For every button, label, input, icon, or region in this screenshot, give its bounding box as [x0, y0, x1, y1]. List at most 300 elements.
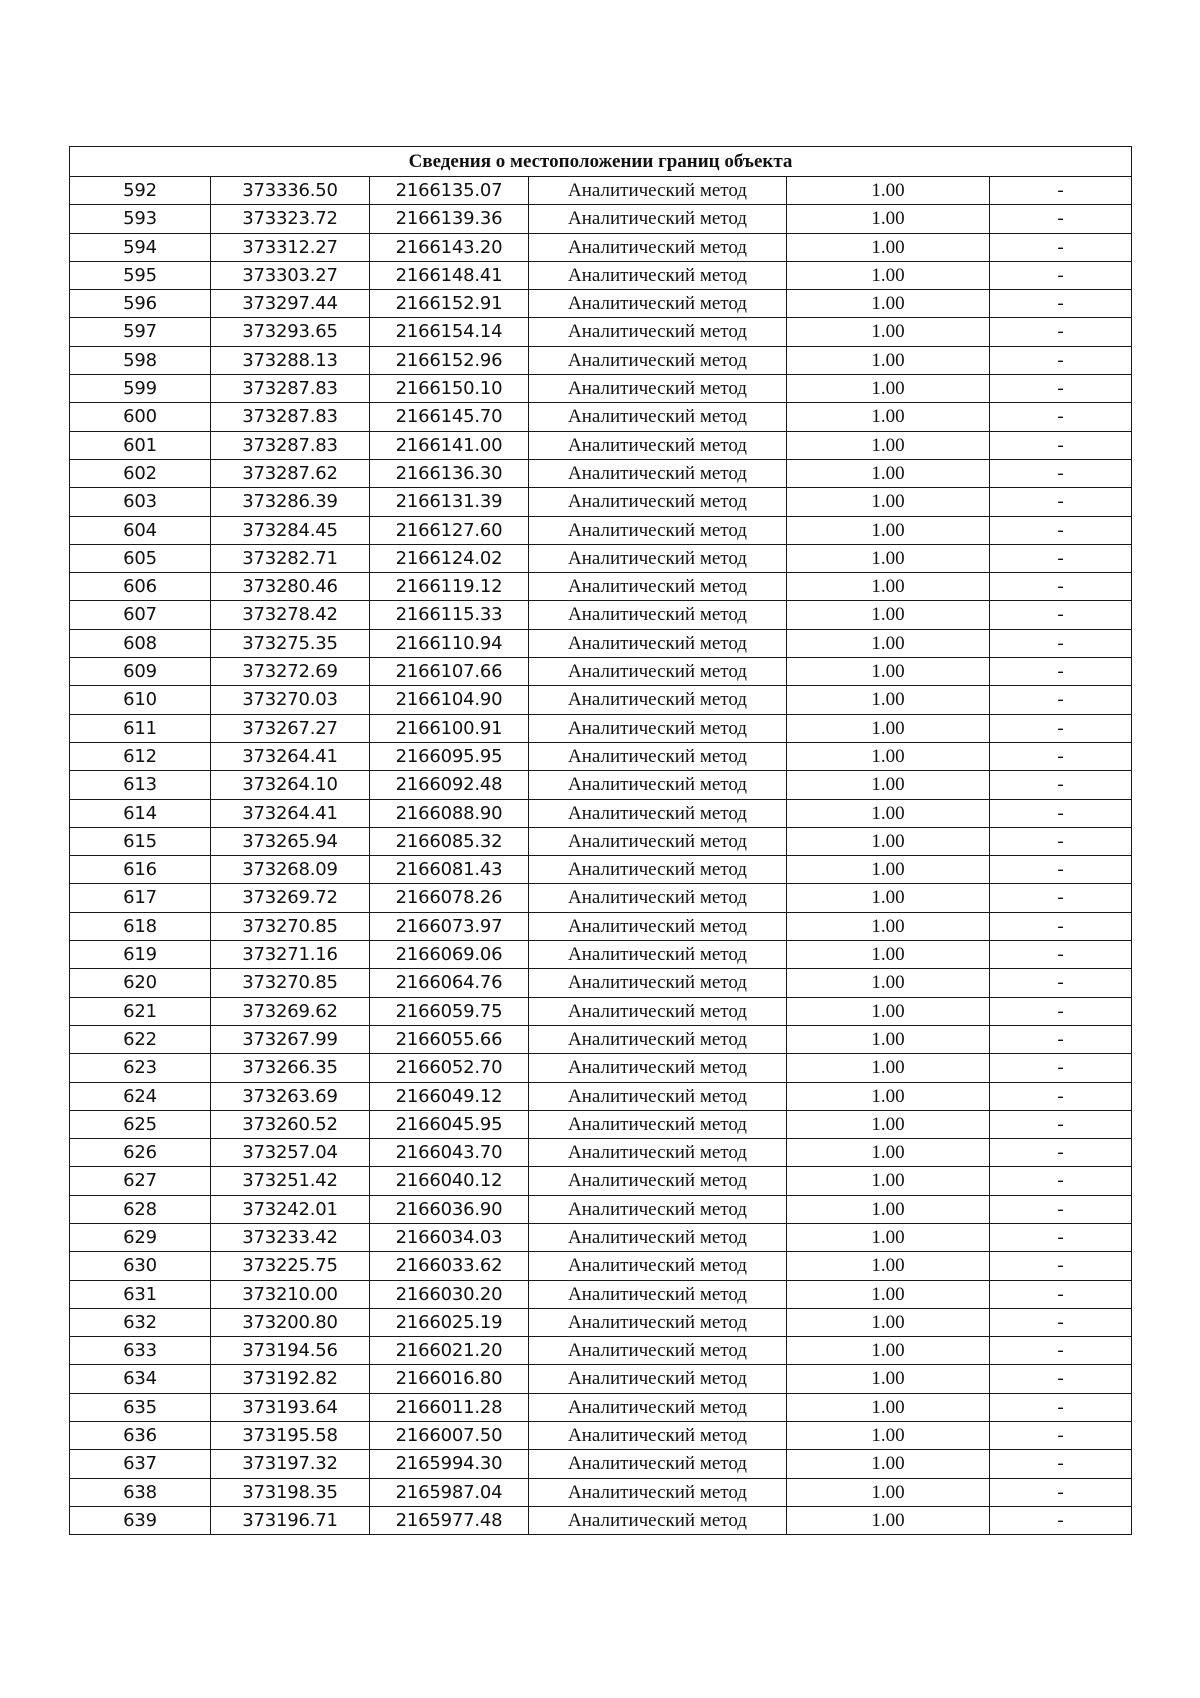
method-cell: Аналитический метод — [529, 1478, 787, 1506]
x-coordinate-cell: 373251.42 — [211, 1167, 370, 1195]
y-coordinate-cell: 2166073.97 — [370, 912, 529, 940]
point-number-cell: 598 — [70, 346, 211, 374]
y-coordinate-cell: 2166021.20 — [370, 1337, 529, 1365]
method-cell: Аналитический метод — [529, 1139, 787, 1167]
accuracy-cell: 1.00 — [787, 544, 990, 572]
y-coordinate-cell: 2166081.43 — [370, 856, 529, 884]
table-row — [70, 997, 1132, 1025]
method-cell: Аналитический метод — [529, 686, 787, 714]
point-number-cell: 600 — [70, 403, 211, 431]
x-coordinate-cell: 373287.83 — [211, 431, 370, 459]
accuracy-cell: 1.00 — [787, 1422, 990, 1450]
point-number-cell: 626 — [70, 1139, 211, 1167]
method-cell: Аналитический метод — [529, 233, 787, 261]
x-coordinate-cell: 373265.94 — [211, 827, 370, 855]
x-coordinate-cell: 373198.35 — [211, 1478, 370, 1506]
method-cell: Аналитический метод — [529, 1308, 787, 1336]
x-coordinate-cell: 373312.27 — [211, 233, 370, 261]
method-cell: Аналитический метод — [529, 1280, 787, 1308]
table-row — [70, 1450, 1132, 1478]
description-cell: - — [990, 1195, 1132, 1223]
y-coordinate-cell: 2166100.91 — [370, 714, 529, 742]
y-coordinate-cell: 2166104.90 — [370, 686, 529, 714]
accuracy-cell: 1.00 — [787, 233, 990, 261]
accuracy-cell: 1.00 — [787, 261, 990, 289]
table-row — [70, 742, 1132, 770]
accuracy-cell: 1.00 — [787, 1337, 990, 1365]
method-cell: Аналитический метод — [529, 997, 787, 1025]
point-number-cell: 631 — [70, 1280, 211, 1308]
accuracy-cell: 1.00 — [787, 742, 990, 770]
y-coordinate-cell: 2166135.07 — [370, 177, 529, 205]
x-coordinate-cell: 373196.71 — [211, 1506, 370, 1534]
point-number-cell: 624 — [70, 1082, 211, 1110]
point-number-cell: 633 — [70, 1337, 211, 1365]
table-row — [70, 1422, 1132, 1450]
point-number-cell: 613 — [70, 771, 211, 799]
accuracy-cell: 1.00 — [787, 459, 990, 487]
table-row — [70, 1223, 1132, 1251]
x-coordinate-cell: 373287.83 — [211, 375, 370, 403]
y-coordinate-cell: 2166033.62 — [370, 1252, 529, 1280]
table-row — [70, 431, 1132, 459]
method-cell: Аналитический метод — [529, 601, 787, 629]
accuracy-cell: 1.00 — [787, 205, 990, 233]
table-body — [70, 177, 1132, 1535]
method-cell: Аналитический метод — [529, 1025, 787, 1053]
accuracy-cell: 1.00 — [787, 997, 990, 1025]
accuracy-cell: 1.00 — [787, 799, 990, 827]
x-coordinate-cell: 373200.80 — [211, 1308, 370, 1336]
table-row — [70, 403, 1132, 431]
y-coordinate-cell: 2166034.03 — [370, 1223, 529, 1251]
point-number-cell: 611 — [70, 714, 211, 742]
y-coordinate-cell: 2166052.70 — [370, 1054, 529, 1082]
point-number-cell: 593 — [70, 205, 211, 233]
accuracy-cell: 1.00 — [787, 601, 990, 629]
point-number-cell: 619 — [70, 941, 211, 969]
description-cell: - — [990, 1506, 1132, 1534]
method-cell: Аналитический метод — [529, 544, 787, 572]
point-number-cell: 630 — [70, 1252, 211, 1280]
point-number-cell: 616 — [70, 856, 211, 884]
y-coordinate-cell: 2166078.26 — [370, 884, 529, 912]
description-cell: - — [990, 1252, 1132, 1280]
x-coordinate-cell: 373260.52 — [211, 1110, 370, 1138]
y-coordinate-cell: 2166152.96 — [370, 346, 529, 374]
y-coordinate-cell: 2166045.95 — [370, 1110, 529, 1138]
x-coordinate-cell: 373266.35 — [211, 1054, 370, 1082]
accuracy-cell: 1.00 — [787, 912, 990, 940]
method-cell: Аналитический метод — [529, 346, 787, 374]
point-number-cell: 628 — [70, 1195, 211, 1223]
method-cell: Аналитический метод — [529, 629, 787, 657]
description-cell: - — [990, 516, 1132, 544]
method-cell: Аналитический метод — [529, 969, 787, 997]
boundary-coordinates-table — [69, 146, 1132, 1535]
description-cell: - — [990, 1025, 1132, 1053]
point-number-cell: 605 — [70, 544, 211, 572]
description-cell: - — [990, 629, 1132, 657]
y-coordinate-cell: 2166107.66 — [370, 658, 529, 686]
x-coordinate-cell: 373297.44 — [211, 290, 370, 318]
method-cell: Аналитический метод — [529, 290, 787, 318]
x-coordinate-cell: 373280.46 — [211, 573, 370, 601]
method-cell: Аналитический метод — [529, 827, 787, 855]
table-row — [70, 318, 1132, 346]
accuracy-cell: 1.00 — [787, 941, 990, 969]
accuracy-cell: 1.00 — [787, 658, 990, 686]
accuracy-cell: 1.00 — [787, 1478, 990, 1506]
point-number-cell: 618 — [70, 912, 211, 940]
method-cell: Аналитический метод — [529, 459, 787, 487]
table-row — [70, 261, 1132, 289]
description-cell: - — [990, 771, 1132, 799]
table-title: Сведения о местоположении границ объекта — [70, 147, 1132, 177]
table-row — [70, 629, 1132, 657]
description-cell: - — [990, 1337, 1132, 1365]
description-cell: - — [990, 318, 1132, 346]
x-coordinate-cell: 373210.00 — [211, 1280, 370, 1308]
description-cell: - — [990, 1082, 1132, 1110]
method-cell: Аналитический метод — [529, 1195, 787, 1223]
x-coordinate-cell: 373287.83 — [211, 403, 370, 431]
table-row — [70, 1195, 1132, 1223]
y-coordinate-cell: 2166131.39 — [370, 488, 529, 516]
table-row — [70, 177, 1132, 205]
x-coordinate-cell: 373287.62 — [211, 459, 370, 487]
x-coordinate-cell: 373257.04 — [211, 1139, 370, 1167]
y-coordinate-cell: 2166136.30 — [370, 459, 529, 487]
point-number-cell: 602 — [70, 459, 211, 487]
description-cell: - — [990, 1365, 1132, 1393]
description-cell: - — [990, 827, 1132, 855]
accuracy-cell: 1.00 — [787, 1110, 990, 1138]
y-coordinate-cell: 2166036.90 — [370, 1195, 529, 1223]
table-row — [70, 1025, 1132, 1053]
point-number-cell: 622 — [70, 1025, 211, 1053]
method-cell: Аналитический метод — [529, 1054, 787, 1082]
point-number-cell: 595 — [70, 261, 211, 289]
x-coordinate-cell: 373270.03 — [211, 686, 370, 714]
method-cell: Аналитический метод — [529, 1450, 787, 1478]
description-cell: - — [990, 1478, 1132, 1506]
accuracy-cell: 1.00 — [787, 969, 990, 997]
method-cell: Аналитический метод — [529, 403, 787, 431]
y-coordinate-cell: 2166148.41 — [370, 261, 529, 289]
y-coordinate-cell: 2166110.94 — [370, 629, 529, 657]
description-cell: - — [990, 544, 1132, 572]
x-coordinate-cell: 373268.09 — [211, 856, 370, 884]
x-coordinate-cell: 373272.69 — [211, 658, 370, 686]
table-row — [70, 658, 1132, 686]
table-row — [70, 1365, 1132, 1393]
point-number-cell: 608 — [70, 629, 211, 657]
description-cell: - — [990, 1139, 1132, 1167]
accuracy-cell: 1.00 — [787, 318, 990, 346]
table-row — [70, 884, 1132, 912]
point-number-cell: 612 — [70, 742, 211, 770]
description-cell: - — [990, 205, 1132, 233]
y-coordinate-cell: 2166055.66 — [370, 1025, 529, 1053]
accuracy-cell: 1.00 — [787, 1365, 990, 1393]
x-coordinate-cell: 373197.32 — [211, 1450, 370, 1478]
accuracy-cell: 1.00 — [787, 1139, 990, 1167]
method-cell: Аналитический метод — [529, 1337, 787, 1365]
accuracy-cell: 1.00 — [787, 573, 990, 601]
method-cell: Аналитический метод — [529, 1252, 787, 1280]
x-coordinate-cell: 373242.01 — [211, 1195, 370, 1223]
accuracy-cell: 1.00 — [787, 629, 990, 657]
method-cell: Аналитический метод — [529, 516, 787, 544]
accuracy-cell: 1.00 — [787, 1025, 990, 1053]
accuracy-cell: 1.00 — [787, 1167, 990, 1195]
description-cell: - — [990, 969, 1132, 997]
y-coordinate-cell: 2166007.50 — [370, 1422, 529, 1450]
description-cell: - — [990, 601, 1132, 629]
x-coordinate-cell: 373192.82 — [211, 1365, 370, 1393]
accuracy-cell: 1.00 — [787, 686, 990, 714]
x-coordinate-cell: 373278.42 — [211, 601, 370, 629]
x-coordinate-cell: 373303.27 — [211, 261, 370, 289]
x-coordinate-cell: 373267.27 — [211, 714, 370, 742]
y-coordinate-cell: 2166124.02 — [370, 544, 529, 572]
description-cell: - — [990, 290, 1132, 318]
method-cell: Аналитический метод — [529, 1506, 787, 1534]
accuracy-cell: 1.00 — [787, 1308, 990, 1336]
accuracy-cell: 1.00 — [787, 516, 990, 544]
table-row — [70, 544, 1132, 572]
accuracy-cell: 1.00 — [787, 856, 990, 884]
y-coordinate-cell: 2165977.48 — [370, 1506, 529, 1534]
description-cell: - — [990, 1054, 1132, 1082]
description-cell: - — [990, 714, 1132, 742]
y-coordinate-cell: 2166154.14 — [370, 318, 529, 346]
y-coordinate-cell: 2166152.91 — [370, 290, 529, 318]
point-number-cell: 634 — [70, 1365, 211, 1393]
description-cell: - — [990, 459, 1132, 487]
point-number-cell: 606 — [70, 573, 211, 601]
point-number-cell: 609 — [70, 658, 211, 686]
accuracy-cell: 1.00 — [787, 1252, 990, 1280]
point-number-cell: 621 — [70, 997, 211, 1025]
table-row — [70, 1506, 1132, 1534]
accuracy-cell: 1.00 — [787, 1223, 990, 1251]
y-coordinate-cell: 2166049.12 — [370, 1082, 529, 1110]
point-number-cell: 636 — [70, 1422, 211, 1450]
x-coordinate-cell: 373225.75 — [211, 1252, 370, 1280]
y-coordinate-cell: 2166141.00 — [370, 431, 529, 459]
table-row — [70, 912, 1132, 940]
table-row — [70, 969, 1132, 997]
point-number-cell: 614 — [70, 799, 211, 827]
x-coordinate-cell: 373271.16 — [211, 941, 370, 969]
x-coordinate-cell: 373263.69 — [211, 1082, 370, 1110]
accuracy-cell: 1.00 — [787, 884, 990, 912]
y-coordinate-cell: 2166043.70 — [370, 1139, 529, 1167]
y-coordinate-cell: 2166139.36 — [370, 205, 529, 233]
method-cell: Аналитический метод — [529, 1393, 787, 1421]
table-row — [70, 1393, 1132, 1421]
y-coordinate-cell: 2166059.75 — [370, 997, 529, 1025]
description-cell: - — [990, 1280, 1132, 1308]
accuracy-cell: 1.00 — [787, 403, 990, 431]
x-coordinate-cell: 373270.85 — [211, 969, 370, 997]
accuracy-cell: 1.00 — [787, 827, 990, 855]
point-number-cell: 594 — [70, 233, 211, 261]
description-cell: - — [990, 573, 1132, 601]
description-cell: - — [990, 1110, 1132, 1138]
document-page — [69, 146, 1131, 1535]
table-row — [70, 827, 1132, 855]
accuracy-cell: 1.00 — [787, 375, 990, 403]
x-coordinate-cell: 373284.45 — [211, 516, 370, 544]
point-number-cell: 597 — [70, 318, 211, 346]
table-row — [70, 1478, 1132, 1506]
accuracy-cell: 1.00 — [787, 290, 990, 318]
y-coordinate-cell: 2166085.32 — [370, 827, 529, 855]
accuracy-cell: 1.00 — [787, 346, 990, 374]
method-cell: Аналитический метод — [529, 375, 787, 403]
description-cell: - — [990, 686, 1132, 714]
y-coordinate-cell: 2166143.20 — [370, 233, 529, 261]
point-number-cell: 639 — [70, 1506, 211, 1534]
table-row — [70, 714, 1132, 742]
point-number-cell: 592 — [70, 177, 211, 205]
accuracy-cell: 1.00 — [787, 771, 990, 799]
point-number-cell: 610 — [70, 686, 211, 714]
accuracy-cell: 1.00 — [787, 1280, 990, 1308]
point-number-cell: 625 — [70, 1110, 211, 1138]
y-coordinate-cell: 2166011.28 — [370, 1393, 529, 1421]
x-coordinate-cell: 373264.10 — [211, 771, 370, 799]
method-cell: Аналитический метод — [529, 488, 787, 516]
table-row — [70, 1167, 1132, 1195]
method-cell: Аналитический метод — [529, 799, 787, 827]
description-cell: - — [990, 1393, 1132, 1421]
x-coordinate-cell: 373275.35 — [211, 629, 370, 657]
table-row — [70, 233, 1132, 261]
method-cell: Аналитический метод — [529, 261, 787, 289]
point-number-cell: 599 — [70, 375, 211, 403]
table-row — [70, 1337, 1132, 1365]
description-cell: - — [990, 1167, 1132, 1195]
point-number-cell: 623 — [70, 1054, 211, 1082]
y-coordinate-cell: 2166095.95 — [370, 742, 529, 770]
point-number-cell: 596 — [70, 290, 211, 318]
table-row — [70, 1280, 1132, 1308]
method-cell: Аналитический метод — [529, 658, 787, 686]
point-number-cell: 617 — [70, 884, 211, 912]
method-cell: Аналитический метод — [529, 771, 787, 799]
description-cell: - — [990, 1223, 1132, 1251]
accuracy-cell: 1.00 — [787, 1450, 990, 1478]
x-coordinate-cell: 373282.71 — [211, 544, 370, 572]
method-cell: Аналитический метод — [529, 856, 787, 884]
y-coordinate-cell: 2166127.60 — [370, 516, 529, 544]
table-row — [70, 799, 1132, 827]
y-coordinate-cell: 2166040.12 — [370, 1167, 529, 1195]
method-cell: Аналитический метод — [529, 1422, 787, 1450]
description-cell: - — [990, 912, 1132, 940]
x-coordinate-cell: 373233.42 — [211, 1223, 370, 1251]
table-row — [70, 488, 1132, 516]
point-number-cell: 638 — [70, 1478, 211, 1506]
method-cell: Аналитический метод — [529, 1110, 787, 1138]
description-cell: - — [990, 177, 1132, 205]
y-coordinate-cell: 2166088.90 — [370, 799, 529, 827]
y-coordinate-cell: 2166016.80 — [370, 1365, 529, 1393]
x-coordinate-cell: 373293.65 — [211, 318, 370, 346]
y-coordinate-cell: 2166145.70 — [370, 403, 529, 431]
x-coordinate-cell: 373270.85 — [211, 912, 370, 940]
method-cell: Аналитический метод — [529, 573, 787, 601]
description-cell: - — [990, 884, 1132, 912]
table-row — [70, 686, 1132, 714]
description-cell: - — [990, 346, 1132, 374]
point-number-cell: 604 — [70, 516, 211, 544]
table-row — [70, 573, 1132, 601]
y-coordinate-cell: 2166119.12 — [370, 573, 529, 601]
accuracy-cell: 1.00 — [787, 488, 990, 516]
x-coordinate-cell: 373323.72 — [211, 205, 370, 233]
description-cell: - — [990, 431, 1132, 459]
method-cell: Аналитический метод — [529, 431, 787, 459]
y-coordinate-cell: 2166092.48 — [370, 771, 529, 799]
table-row — [70, 1110, 1132, 1138]
table-row — [70, 771, 1132, 799]
description-cell: - — [990, 941, 1132, 969]
x-coordinate-cell: 373264.41 — [211, 799, 370, 827]
point-number-cell: 607 — [70, 601, 211, 629]
y-coordinate-cell: 2166115.33 — [370, 601, 529, 629]
table-row — [70, 1139, 1132, 1167]
description-cell: - — [990, 488, 1132, 516]
description-cell: - — [990, 658, 1132, 686]
method-cell: Аналитический метод — [529, 941, 787, 969]
description-cell: - — [990, 261, 1132, 289]
point-number-cell: 615 — [70, 827, 211, 855]
method-cell: Аналитический метод — [529, 318, 787, 346]
table-row — [70, 375, 1132, 403]
table-row — [70, 1054, 1132, 1082]
description-cell: - — [990, 403, 1132, 431]
point-number-cell: 620 — [70, 969, 211, 997]
accuracy-cell: 1.00 — [787, 177, 990, 205]
method-cell: Аналитический метод — [529, 742, 787, 770]
y-coordinate-cell: 2166069.06 — [370, 941, 529, 969]
point-number-cell: 635 — [70, 1393, 211, 1421]
accuracy-cell: 1.00 — [787, 1082, 990, 1110]
description-cell: - — [990, 742, 1132, 770]
accuracy-cell: 1.00 — [787, 1195, 990, 1223]
x-coordinate-cell: 373269.72 — [211, 884, 370, 912]
method-cell: Аналитический метод — [529, 912, 787, 940]
accuracy-cell: 1.00 — [787, 1506, 990, 1534]
description-cell: - — [990, 1450, 1132, 1478]
x-coordinate-cell: 373336.50 — [211, 177, 370, 205]
table-row — [70, 1082, 1132, 1110]
table-row — [70, 1252, 1132, 1280]
description-cell: - — [990, 1422, 1132, 1450]
table-row — [70, 459, 1132, 487]
method-cell: Аналитический метод — [529, 205, 787, 233]
table-row — [70, 205, 1132, 233]
point-number-cell: 632 — [70, 1308, 211, 1336]
description-cell: - — [990, 856, 1132, 884]
point-number-cell: 627 — [70, 1167, 211, 1195]
description-cell: - — [990, 375, 1132, 403]
